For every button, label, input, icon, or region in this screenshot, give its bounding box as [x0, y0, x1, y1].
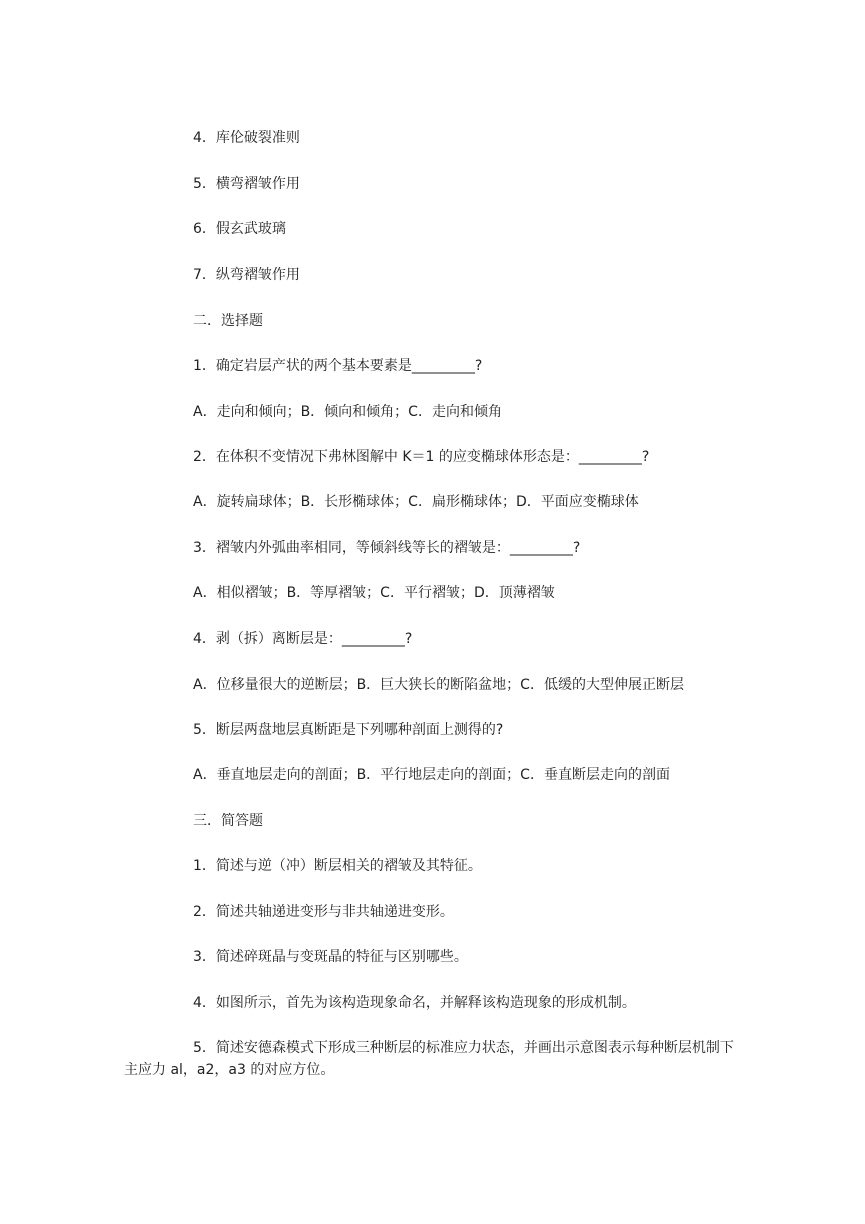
choice-question-2: 2．在体积不变情况下弗林图解中 K＝1 的应变椭球体形态是：_________? [193, 449, 650, 465]
short-question-2: 2．简述共轴递进变形与非共轴递进变形。 [193, 904, 454, 920]
term-item-6: 6．假玄武玻璃 [193, 221, 286, 237]
section-heading-choice: 二．选择题 [193, 313, 263, 329]
term-item-7: 7．纵弯褶皱作用 [193, 267, 300, 283]
term-item-4: 4．库伦破裂准则 [193, 130, 300, 146]
choice-options-2: A．旋转扁球体；B．长形椭球体；C．扁形椭球体；D．平面应变椭球体 [193, 494, 639, 510]
short-question-5: 5．简述安德森模式下形成三种断层的标准应力状态，并画出示意图表示每种断层机制下主应力 al，a2，a3 的对应方位。 [124, 1040, 734, 1078]
choice-options-5: A．垂直地层走向的剖面；B．平行地层走向的剖面；C．垂直断层走向的剖面 [193, 767, 670, 783]
choice-question-3: 3．褶皱内外弧曲率相同，等倾斜线等长的褶皱是：_________? [193, 540, 581, 556]
term-item-5: 5．横弯褶皱作用 [193, 176, 300, 192]
choice-question-1: 1．确定岩层产状的两个基本要素是_________? [193, 358, 483, 374]
choice-options-4: A．位移量很大的逆断层；B．巨大狭长的断陷盆地；C．低缓的大型伸展正断层 [193, 677, 684, 693]
section-heading-short-answer: 三．简答题 [193, 813, 263, 829]
short-question-3: 3．简述碎斑晶与变斑晶的特征与区别哪些。 [193, 949, 468, 965]
short-question-4: 4．如图所示，首先为该构造现象命名，并解释该构造现象的形成机制。 [193, 995, 636, 1011]
choice-options-3: A．相似褶皱；B．等厚褶皱；C．平行褶皱；D．顶薄褶皱 [193, 585, 555, 601]
choice-question-5: 5．断层两盘地层真断距是下列哪种剖面上测得的? [193, 722, 504, 738]
choice-options-1: A．走向和倾向；B．倾向和倾角；C．走向和倾角 [193, 404, 502, 420]
choice-question-4: 4．剥（拆）离断层是：_________? [193, 631, 413, 647]
short-question-1: 1．简述与逆（冲）断层相关的褶皱及其特征。 [193, 858, 482, 874]
